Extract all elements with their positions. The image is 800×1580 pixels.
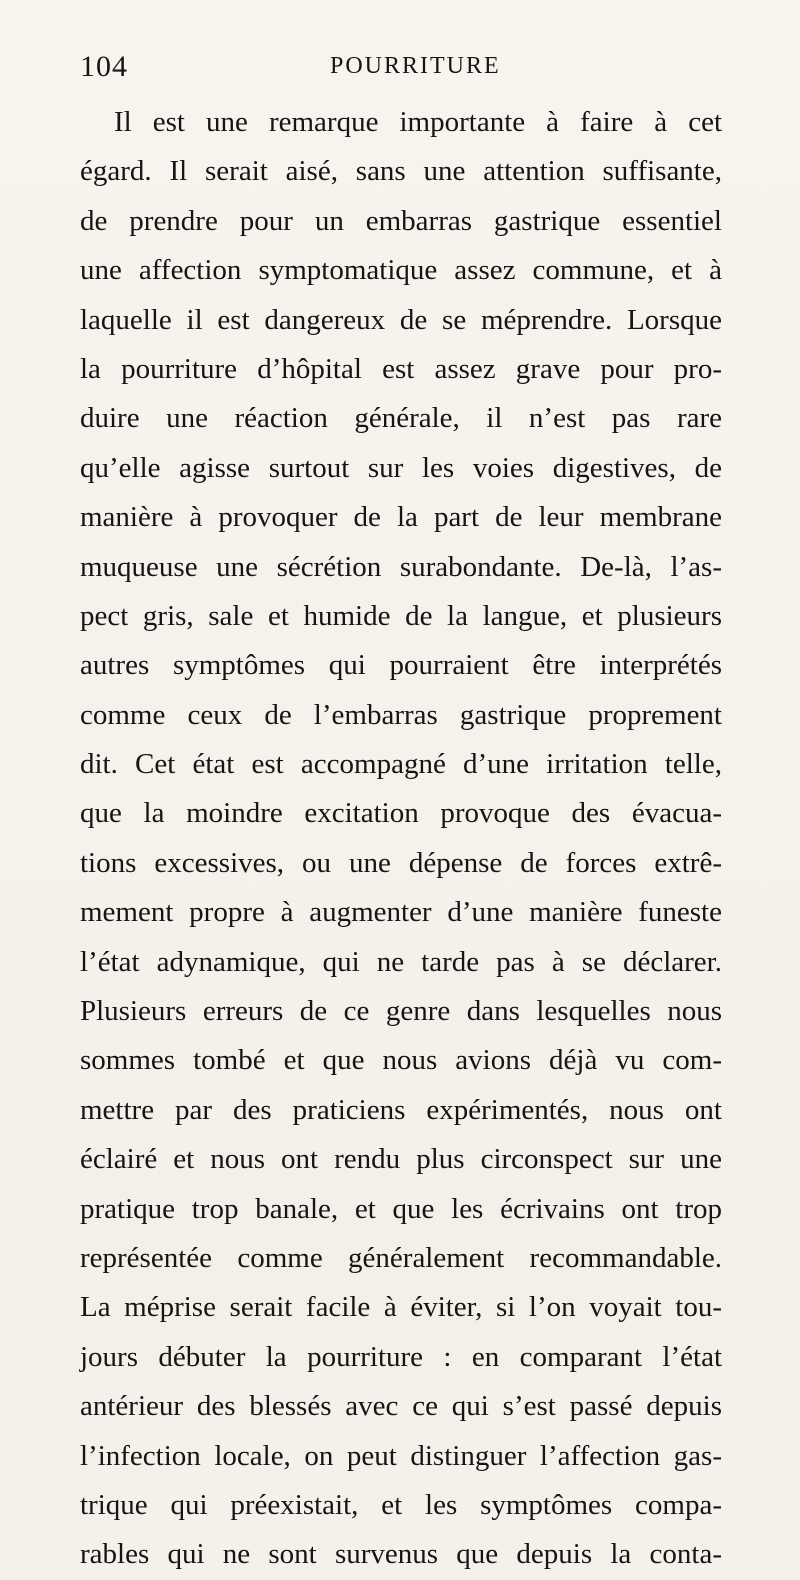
text-line: laquelle il est dangereux de se méprendre. Lorsque: [80, 303, 722, 336]
text-line: autres symptômes qui pourraient être interprétés: [80, 649, 722, 682]
text-line: la pourriture d’hôpital est assez grave pour pro-: [80, 352, 722, 385]
text-line: tions excessives, ou une dépense de forces extrê-: [80, 846, 722, 879]
text-line: Plusieurs erreurs de ce genre dans lesquelles nous: [80, 995, 722, 1028]
text-line: sommes tombé et que nous avions déjà vu com-: [80, 1044, 722, 1077]
text-line: trique qui préexistait, et les symptômes compa-: [80, 1488, 722, 1521]
text-line: que la moindre excitation provoque des évacua-: [80, 797, 722, 830]
text-line: l’état adynamique, qui ne tarde pas à se déclarer.: [80, 945, 722, 978]
page-header: [80, 50, 720, 90]
text-line: La méprise serait facile à éviter, si l’on voyait tou-: [80, 1291, 722, 1324]
text-line: jours débuter la pourriture : en comparant l’état: [80, 1340, 722, 1373]
text-line: qu’elle agisse surtout sur les voies digestives, de: [80, 451, 722, 484]
text-line: de prendre pour un embarras gastrique essentiel: [80, 204, 722, 237]
text-line: pratique trop banale, et que les écrivains ont trop: [80, 1192, 722, 1225]
page-number: 104: [80, 50, 128, 83]
text-line: rables qui ne sont survenus que depuis la conta-: [80, 1538, 722, 1571]
text-line: Il est une remarque importante à faire à cet: [114, 106, 722, 138]
text-line: représentée comme généralement recommandable.: [80, 1241, 722, 1274]
text-line: mement propre à augmenter d’une manière funeste: [80, 896, 722, 929]
text-line: antérieur des blessés avec ce qui s’est passé depuis: [80, 1390, 722, 1423]
text-line: égard. Il serait aisé, sans une attention suffisante,: [80, 155, 722, 188]
text-line: dit. Cet état est accompagné d’une irritation telle,: [80, 748, 722, 781]
text-line: éclairé et nous ont rendu plus circonspect sur une: [80, 1143, 722, 1176]
running-head: POURRITURE: [330, 53, 501, 79]
text-line: duire une réaction générale, il n’est pas rare: [80, 402, 722, 435]
text-line: mettre par des praticiens expérimentés, nous ont: [80, 1093, 722, 1126]
text-line: pect gris, sale et humide de la langue, et plusieurs: [80, 599, 722, 632]
text-line: manière à provoquer de la part de leur membrane: [80, 501, 722, 534]
text-line: muqueuse une sécrétion surabondante. De-là, l’as-: [80, 550, 722, 583]
text-line: comme ceux de l’embarras gastrique proprement: [80, 698, 722, 731]
text-line: une affection symptomatique assez commune, et à: [80, 254, 722, 287]
text-line: l’infection locale, on peut distinguer l’affection gas-: [80, 1439, 722, 1472]
body-text: [80, 98, 722, 1580]
